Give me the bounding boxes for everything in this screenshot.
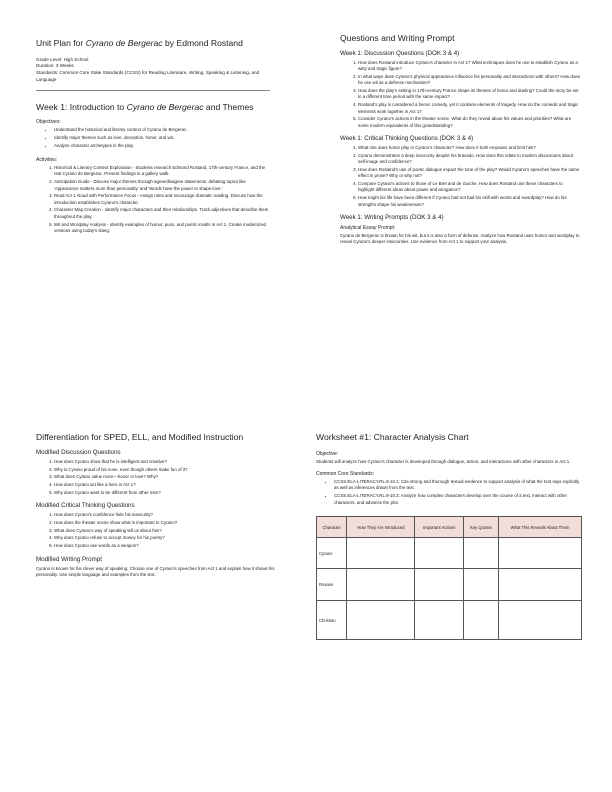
worksheet-title: Worksheet #1: Character Analysis Chart	[316, 432, 469, 442]
table-header: Important Actions	[415, 517, 464, 538]
table-cell[interactable]	[499, 569, 582, 601]
list-item: 2. How does the theater scene show what is important to Cyrano?	[54, 520, 276, 526]
list-item: 4. Character Map Creation - Identify major characters and their relationships. Track adjectives that describe them throughout the play.	[54, 207, 270, 220]
activities-list	[36, 165, 270, 234]
table-cell[interactable]	[415, 601, 464, 640]
differentiation-page	[36, 432, 276, 578]
objective-label: Objective:	[316, 450, 339, 457]
duration: Duration: 3 Weeks	[36, 63, 74, 69]
week1-heading: Week 1: Introduction to Cyrano de Bergerac and Themes	[36, 102, 254, 113]
table-row	[317, 538, 582, 569]
table-cell[interactable]	[347, 601, 415, 640]
grade-level: Grade Level: High School	[36, 56, 89, 62]
essay-prompt: Cyrano de Bergerac is known for his wit, but it is also a form of defense. Analyze how Rostand uses humor and wordplay to reveal Cyrano's deeper insecurities. Use evidence from Act 1 to support your analysis.	[340, 232, 580, 245]
list-item: 1. What role does honor play in Cyrano's character? How does it both empower and limit him?	[358, 145, 580, 151]
mod-critical-list	[36, 512, 276, 549]
table-header: What This Reveals About Them	[499, 517, 582, 538]
list-item: 3. How does Rostand's use of poetic dialogue impact the tone of the play? Would Cyrano's speeches have the same effect in prose? Why or why not?	[358, 167, 580, 180]
list-item: 4. Compare Cyrano's actions to those of Le Bret and de Guiche. How does Rostand use these characters to highlight different ideas about power and arrogance?	[358, 181, 580, 194]
list-item: 1. Historical & Literary Context Exploration - Students research Edmond Rostand, 17th-century France, and the real Cyrano de Bergerac. Present findings in a gallery walk.	[54, 165, 270, 178]
table-cell[interactable]	[415, 569, 464, 601]
standards: Standards: Common Core State Standards (CCSS) for Reading Literature, Writing, Speaking & Listening, and Language	[36, 70, 260, 82]
mod-discussion-list	[36, 459, 276, 496]
list-item: 2. Anticipation Guide - Discuss major themes through agree/disagree statements, debating topics like 'Appearance matters more than personality' and 'Words have the power to shape love.'	[54, 179, 270, 192]
list-item: 3. What does Cyrano value more—honor or love? Why?	[54, 474, 276, 480]
worksheet-page	[316, 432, 582, 640]
list-item: 3. What does Cyrano's way of speaking tell us about him?	[54, 528, 276, 534]
mod-critical-heading: Modified Critical Thinking Questions	[36, 502, 135, 510]
writing-heading: Week 1: Writing Prompts (DOK 3 & 4)	[340, 213, 444, 221]
objectives-list	[36, 127, 270, 149]
unit-meta	[36, 57, 270, 84]
questions-title: Questions and Writing Prompt	[340, 33, 455, 43]
discussion-list	[340, 60, 580, 129]
discussion-heading: Week 1: Discussion Questions (DOK 3 & 4)	[340, 49, 460, 57]
list-item: 2. In what ways does Cyrano's physical appearance influence his personality and interactions with others? How does he use wit as a defense mechanism?	[358, 74, 580, 87]
list-item: 5. How might his life have been different if Cyrano had not had his skill with words and swordplay? How do his strengths shape his weaknesses?	[358, 195, 580, 208]
questions-page	[340, 33, 580, 246]
list-item: 5. Why does Cyrano want to be different from other men?	[54, 490, 276, 496]
list-item: • CCSS.ELA-LITERACY.RL.9-10.1: Cite strong and thorough textual evidence to support analysis of what the text says explicitly as well as inferences drawn from the text.	[334, 479, 582, 492]
list-item: 4. How does Cyrano act like a hero in Act 1?	[54, 482, 276, 488]
table-cell[interactable]	[499, 601, 582, 640]
row-label: Christian	[317, 601, 347, 640]
critical-heading: Week 1: Critical Thinking Questions (DOK 3 & 4)	[340, 135, 474, 143]
objective-text: Students will analyze how Cyrano's character is developed through dialogue, action, and interactions with other characters in Act 1.	[316, 458, 571, 464]
standards-label: Common Core Standards:	[316, 471, 375, 478]
table-cell[interactable]	[347, 569, 415, 601]
unit-plan-page	[36, 38, 270, 236]
list-item: 5. How does Cyrano use words as a weapon?	[54, 543, 276, 549]
list-item: • Identify major themes such as love, deception, honor, and wit.	[54, 135, 270, 141]
list-item: 1. How does Cyrano's confidence hide his insecurity?	[54, 512, 276, 518]
list-item: 3. How does the play's setting in 17th-century France shape its themes of honor and dueling? Could the story be set in a different time period with the same impact?	[358, 88, 580, 101]
row-label: Roxane	[317, 569, 347, 601]
list-item: • CCSS.ELA-LITERACY.RL.9-10.3: Analyze how complex characters develop over the course of a text, interact with other characters, and advance the plot.	[334, 493, 582, 506]
table-row	[317, 601, 582, 640]
table-cell[interactable]	[347, 538, 415, 569]
list-item: 2. Why is Cyrano proud of his nose, even though others make fun of it?	[54, 467, 276, 473]
table-row	[317, 569, 582, 601]
objectives-label: Objectives:	[36, 119, 61, 126]
mod-writing-prompt: Cyrano is known for his clever way of speaking. Choose one of Cyrano's speeches from Act 1 and explain how it shows his personality. Use simple language and examples from the text.	[36, 565, 275, 577]
list-item: 1. How does Rostand introduce Cyrano's character in Act 1? What techniques does he use to establish Cyrano as a witty and tragic figure?	[358, 60, 580, 73]
unit-plan-title: Unit Plan for Cyrano de Bergerac by Edmond Rostand	[36, 38, 243, 48]
list-item: 2. Cyrano demonstrates a deep insecurity despite his bravado. How does this relate to modern discussions about self-image and confidence?	[358, 153, 580, 166]
table-header: Character	[317, 517, 347, 538]
differentiation-title: Differentiation for SPED, ELL, and Modified Instruction	[36, 432, 244, 442]
character-analysis-table	[316, 516, 582, 640]
table-header: Key Quotes	[464, 517, 499, 538]
critical-list	[340, 145, 580, 208]
list-item: 1. How does Cyrano show that he is intelligent and creative?	[54, 459, 276, 465]
list-item: 5. Wit and Wordplay Analysis - Identify examples of humor, puns, and poetic insults in Act 1. Create modernized versions using today's slang.	[54, 222, 270, 235]
table-cell[interactable]	[415, 538, 464, 569]
mod-discussion-heading: Modified Discussion Questions	[36, 448, 121, 456]
list-item: 4. Rostand's play is considered a heroic comedy, yet it contains elements of tragedy. How do the comedic and tragic elements work together in Act 1?	[358, 102, 580, 115]
essay-label: Analytical Essay Prompt:	[340, 224, 396, 231]
list-item: 3. Read Act 1 Aloud with Performance Focus - Assign roles and encourage dramatic reading. Discuss how the introduction establishes Cyrano's character.	[54, 193, 270, 206]
table-cell[interactable]	[464, 569, 499, 601]
list-item: 4. Why does Cyrano refuse to accept money for his poetry?	[54, 535, 276, 541]
list-item: • Analyze character archetypes in the play.	[54, 143, 270, 149]
table-header: How They Are Introduced	[347, 517, 415, 538]
row-label: Cyrano	[317, 538, 347, 569]
table-header-row	[317, 517, 582, 538]
table-cell[interactable]	[464, 601, 499, 640]
standards-list	[316, 479, 582, 506]
divider	[36, 90, 270, 91]
list-item: • Understand the historical and literary context of Cyrano de Bergerac.	[54, 127, 270, 133]
table-cell[interactable]	[499, 538, 582, 569]
mod-writing-heading: Modified Writing Prompt	[36, 555, 102, 563]
list-item: 5. Consider Cyrano's actions in the theater scene. What do they reveal about his values and priorities? What are some modern equivalents of this grandstanding?	[358, 116, 580, 129]
table-cell[interactable]	[464, 538, 499, 569]
activities-label: Activities:	[36, 157, 58, 163]
